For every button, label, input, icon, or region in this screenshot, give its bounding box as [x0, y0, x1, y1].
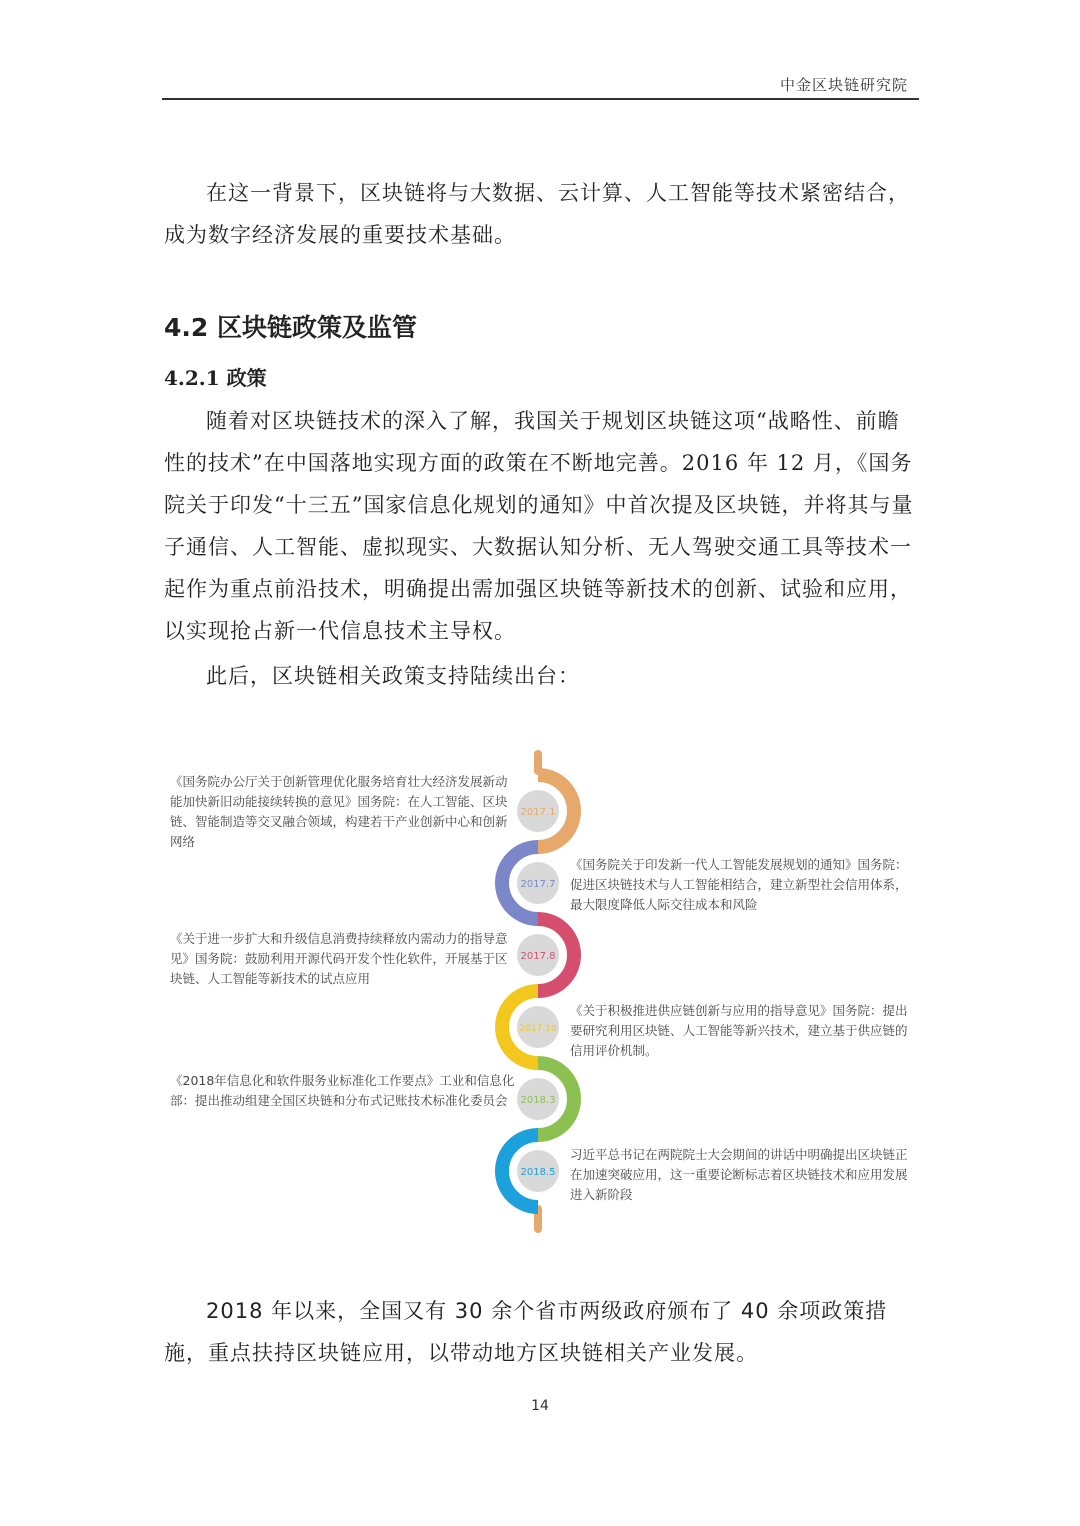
- section-title: 4.2 区块链政策及监管: [164, 313, 417, 342]
- timeline-entry-2017-7: 《国务院关于印发新一代人工智能发展规划的通知》国务院：促进区块链技术与人工智能相结合，建立新型社会信用体系，最大限度降低人际交往成本和风险: [570, 857, 908, 912]
- policy-lead-in: 此后，区块链相关政策支持陆续出台：: [206, 664, 580, 688]
- timeline-date-label: 2017.10: [519, 1024, 557, 1034]
- timeline-entry-2017-1: 《国务院办公厅关于创新管理优化服务培育壮大经济发展新动能加快新旧动能接续转换的意见》国务院：在人工智能、区块链、智能制造等交叉融合领域，构建若干产业创新中心和创新网络: [170, 774, 508, 849]
- header-divider: [162, 98, 919, 100]
- timeline-date-label: 2018.5: [520, 1167, 556, 1178]
- policy-timeline: [160, 745, 920, 1240]
- header-organization: 中金区块链研究院: [779, 76, 908, 94]
- timeline-entry-2018-5: 习近平总书记在两院院士大会期间的讲话中明确提出区块链正在加速突破应用，这一重要论断标志着区块链技术和应用发展进入新阶段: [570, 1147, 908, 1202]
- timeline-entry-2017-10: 《关于积极推进供应链创新与应用的指导意见》国务院：提出要研究利用区块链、人工智能等新兴技术，建立基于供应链的信用评价机制。: [570, 1003, 908, 1058]
- closing-paragraph: 2018 年以来，全国又有 30 余个省市两级政府颁布了 40 余项政策措施，重点扶持区块链应用，以带动地方区块链相关产业发展。: [164, 1299, 888, 1365]
- timeline-date-label: 2017.1: [520, 807, 556, 818]
- timeline-date-label: 2017.7: [520, 879, 556, 890]
- timeline-date-label: 2017.8: [520, 951, 556, 962]
- intro-paragraph: 在这一背景下，区块链将与大数据、云计算、人工智能等技术紧密结合，成为数字经济发展的重要技术基础。: [164, 181, 910, 247]
- timeline-entry-2017-8: 《关于进一步扩大和升级信息消费持续释放内需动力的指导意见》国务院：鼓励利用开源代码开发个性化软件，开展基于区块链、人工智能等新技术的试点应用: [170, 931, 508, 986]
- timeline-entry-2018-3: 《2018年信息化和软件服务业标准化工作要点》工业和信息化部：提出推动组建全国区块链和分布式记账技术标准化委员会: [170, 1073, 515, 1108]
- subsection-title: 4.2.1 政策: [164, 366, 267, 390]
- timeline-date-label: 2018.3: [520, 1095, 556, 1106]
- policy-paragraph: 随着对区块链技术的深入了解，我国关于规划区块链这项“战略性、前瞻性的技术”在中国落地实现方面的政策在不断地完善。2016 年 12 月，《国务院关于印发“十三五”国家信息化规划的通知》中首次提及区块链，并将其与量子通信、人工智能、虚拟现实、大数据认知分析、无人驾驶交通工具等技术一起作为重点前沿技术，明确提出需加强区块链等新技术的创新、试验和应用，以实现抢占新一代信息技术主导权。: [164, 409, 914, 643]
- page-number: 14: [531, 1398, 549, 1414]
